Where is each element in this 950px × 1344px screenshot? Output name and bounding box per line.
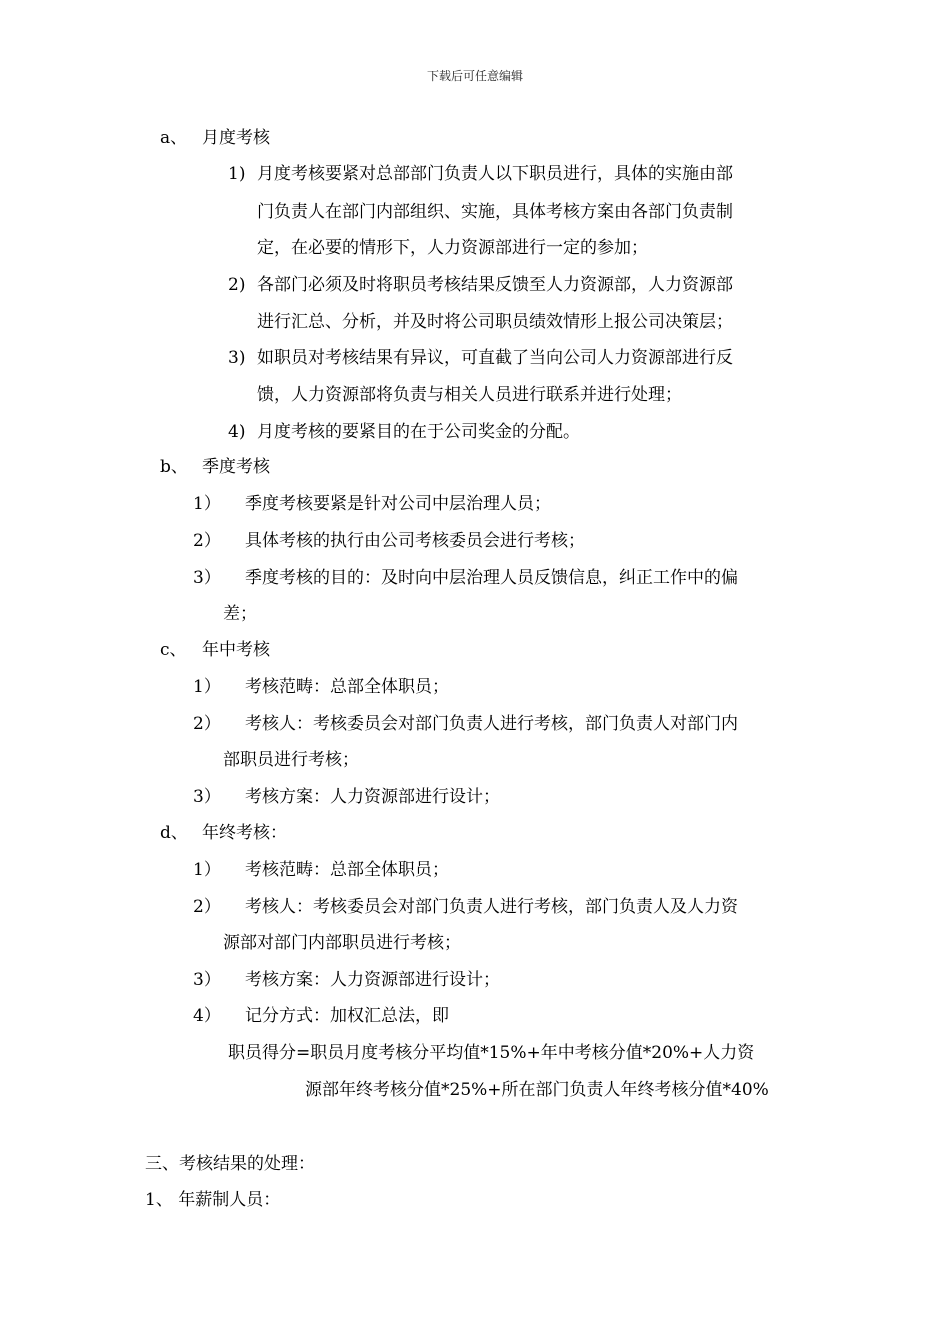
item-a1-num: 1) <box>228 164 246 184</box>
item-b2-line1: 具体考核的执行由公司考核委员会进行考核； <box>245 531 585 551</box>
item-d2-line1: 考核人：考核委员会对部门负责人进行考核，部门负责人及人力资 <box>245 897 738 917</box>
item-d1-line1: 考核范畴：总部全体职员； <box>245 860 449 880</box>
item-a1-line3: 定，在必要的情形下，人力资源部进行一定的参加； <box>257 238 648 258</box>
item-d3-num: 3） <box>193 970 221 990</box>
page-header: 下载后可任意编辑 <box>426 69 523 83</box>
item-c3-line1: 考核方案：人力资源部进行设计； <box>245 787 500 807</box>
section-d-title: 年终考核： <box>202 823 287 843</box>
formula-line2: 源部年终考核分值*25%+所在部门负责人年终考核分值*40% <box>305 1080 769 1100</box>
item-a2-line2: 进行汇总、分析，并及时将公司职员绩效情形上报公司决策层； <box>257 312 733 332</box>
item-d1-num: 1） <box>193 860 221 880</box>
item-d3-line1: 考核方案：人力资源部进行设计； <box>245 970 500 990</box>
item-c1-line1: 考核范畴：总部全体职员； <box>245 677 449 697</box>
item-a3-num: 3) <box>228 348 246 368</box>
item-b1-line1: 季度考核要紧是针对公司中层治理人员； <box>245 494 551 514</box>
item-a4-line1: 月度考核的要紧目的在于公司奖金的分配。 <box>257 422 580 442</box>
section-c-marker: c、 <box>160 640 187 660</box>
item-b3-line2: 差； <box>223 604 257 624</box>
item-d2-line2: 源部对部门内部职员进行考核； <box>223 933 461 953</box>
item-a4-num: 4) <box>228 422 246 442</box>
item-d4-num: 4） <box>193 1006 221 1026</box>
item-c2-line2: 部职员进行考核； <box>223 750 359 770</box>
section-c-title: 年中考核 <box>202 640 270 660</box>
formula-line1: 职员得分=职员月度考核分平均值*15%+年中考核分值*20%+人力资 <box>228 1043 755 1063</box>
item-b3-line1: 季度考核的目的：及时向中层治理人员反馈信息，纠正工作中的偏 <box>245 568 738 588</box>
item-d4-line1: 记分方式：加权汇总法，即 <box>245 1006 449 1026</box>
item-b3-num: 3） <box>193 568 221 588</box>
item-c1-num: 1） <box>193 677 221 697</box>
item-b2-num: 2） <box>193 531 221 551</box>
item-a1-line2: 门负责人在部门内部组织、实施，具体考核方案由各部门负责制 <box>257 202 733 222</box>
section-a-title: 月度考核 <box>202 128 270 148</box>
item-c2-line1: 考核人：考核委员会对部门负责人进行考核，部门负责人对部门内 <box>245 714 738 734</box>
part3-heading: 三、考核结果的处理： <box>145 1154 315 1174</box>
item-a3-line1: 如职员对考核结果有异议，可直截了当向公司人力资源部进行反 <box>257 348 733 368</box>
item-c2-num: 2） <box>193 714 221 734</box>
item-c3-num: 3） <box>193 787 221 807</box>
item-a2-line1: 各部门必须及时将职员考核结果反馈至人力资源部，人力资源部 <box>257 275 733 295</box>
item-a3-line2: 馈，人力资源部将负责与相关人员进行联系并进行处理； <box>257 385 682 405</box>
item-d2-num: 2） <box>193 897 221 917</box>
item-b1-num: 1） <box>193 494 221 514</box>
item-a1-line1: 月度考核要紧对总部部门负责人以下职员进行，具体的实施由部 <box>257 164 733 184</box>
section-a-marker: a、 <box>160 128 188 148</box>
part3-sub1: 1、 年薪制人员： <box>145 1190 281 1210</box>
item-a2-num: 2) <box>228 275 246 295</box>
section-b-title: 季度考核 <box>202 457 270 477</box>
section-d-marker: d、 <box>160 823 188 843</box>
section-b-marker: b、 <box>160 457 188 477</box>
